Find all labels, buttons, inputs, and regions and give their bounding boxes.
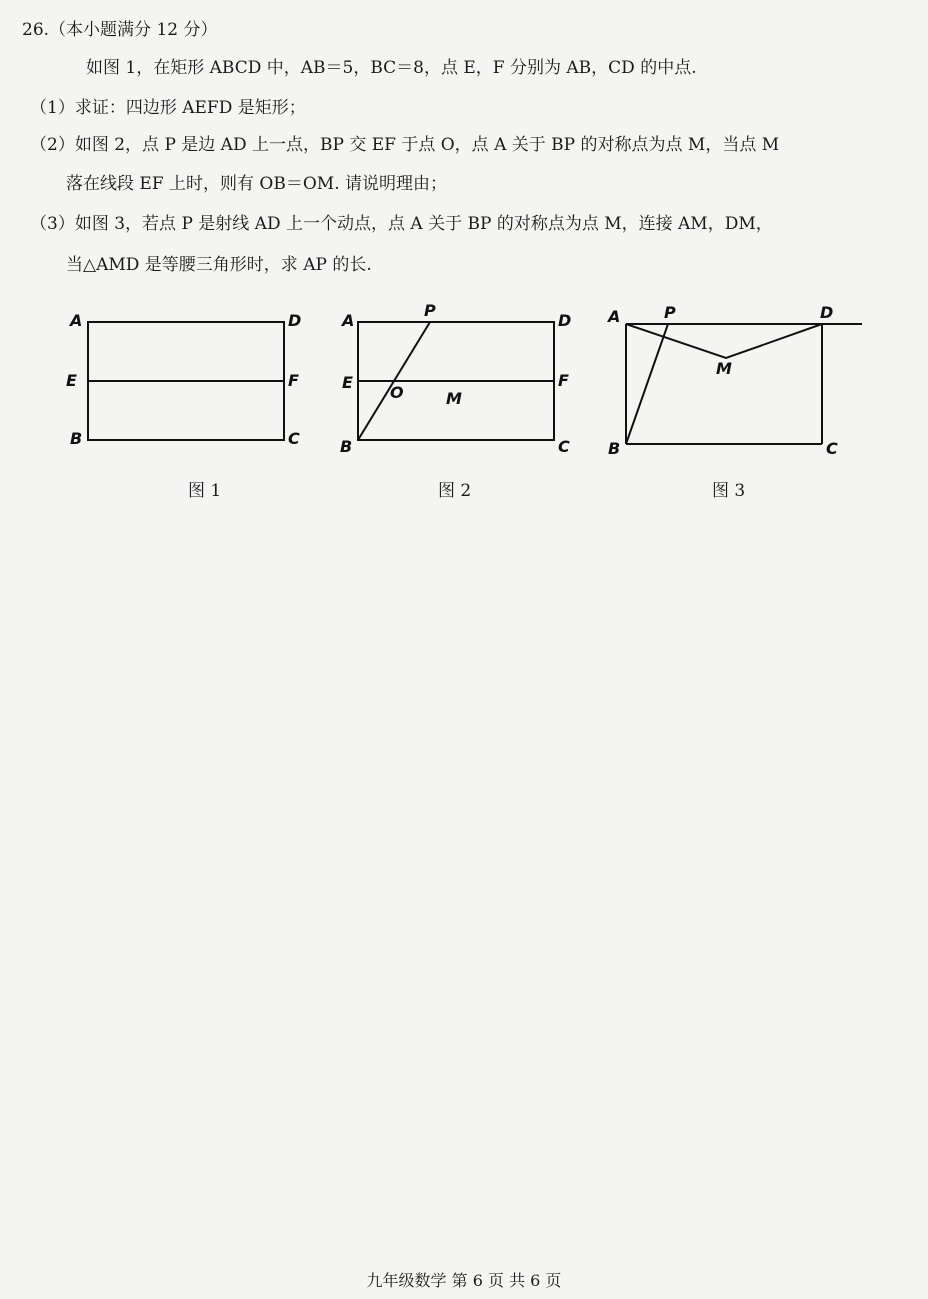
part-3-line-1: （3）如图 3，若点 P 是射线 AD 上一个动点，点 A 关于 BP 的对称点为点 M，连接 AM，DM， [30, 214, 773, 234]
label-d: D [288, 311, 302, 330]
segments-am-md [626, 324, 822, 358]
label-c: C [288, 429, 300, 448]
label-f: F [288, 371, 299, 390]
question-intro: 如图 1，在矩形 ABCD 中，AB＝5，BC＝8，点 E，F 分别为 AB，CD 的中点. [86, 58, 697, 78]
label-m: M [446, 389, 462, 408]
label-a: A [608, 307, 621, 326]
segment-bp [626, 324, 668, 444]
label-a: A [342, 311, 355, 330]
label-e: E [342, 373, 353, 392]
label-m: M [716, 359, 732, 378]
figure-2-caption: 图 2 [438, 481, 472, 501]
figure-1-caption: 图 1 [188, 481, 222, 501]
label-c: C [558, 437, 570, 456]
label-b: B [70, 429, 83, 448]
part-2-line-1: （2）如图 2，点 P 是边 AD 上一点，BP 交 EF 于点 O，点 A 关于 BP 的对称点为点 M，当点 M [30, 135, 780, 155]
label-f: F [558, 371, 569, 390]
label-o: O [390, 383, 404, 402]
label-p: P [424, 301, 436, 320]
figure-2 [336, 300, 596, 464]
part-3-line-2: 当△AMD 是等腰三角形时，求 AP 的长. [66, 255, 372, 275]
page-footer: 九年级数学 第 6 页 共 6 页 [366, 1271, 562, 1290]
question-header: 26.（本小题满分 12 分） [22, 20, 218, 40]
figure-3 [600, 300, 870, 464]
label-e: E [66, 371, 77, 390]
label-b: B [340, 437, 353, 456]
figure-1 [60, 300, 320, 464]
part-1: （1）求证：四边形 AEFD 是矩形； [30, 98, 306, 118]
label-a: A [70, 311, 83, 330]
part-2-line-2: 落在线段 EF 上时，则有 OB＝OM. 请说明理由； [66, 174, 447, 194]
label-b: B [608, 439, 621, 458]
label-d: D [558, 311, 572, 330]
label-p: P [664, 303, 676, 322]
label-c: C [826, 439, 838, 458]
figure-3-caption: 图 3 [712, 481, 746, 501]
label-d: D [820, 303, 834, 322]
